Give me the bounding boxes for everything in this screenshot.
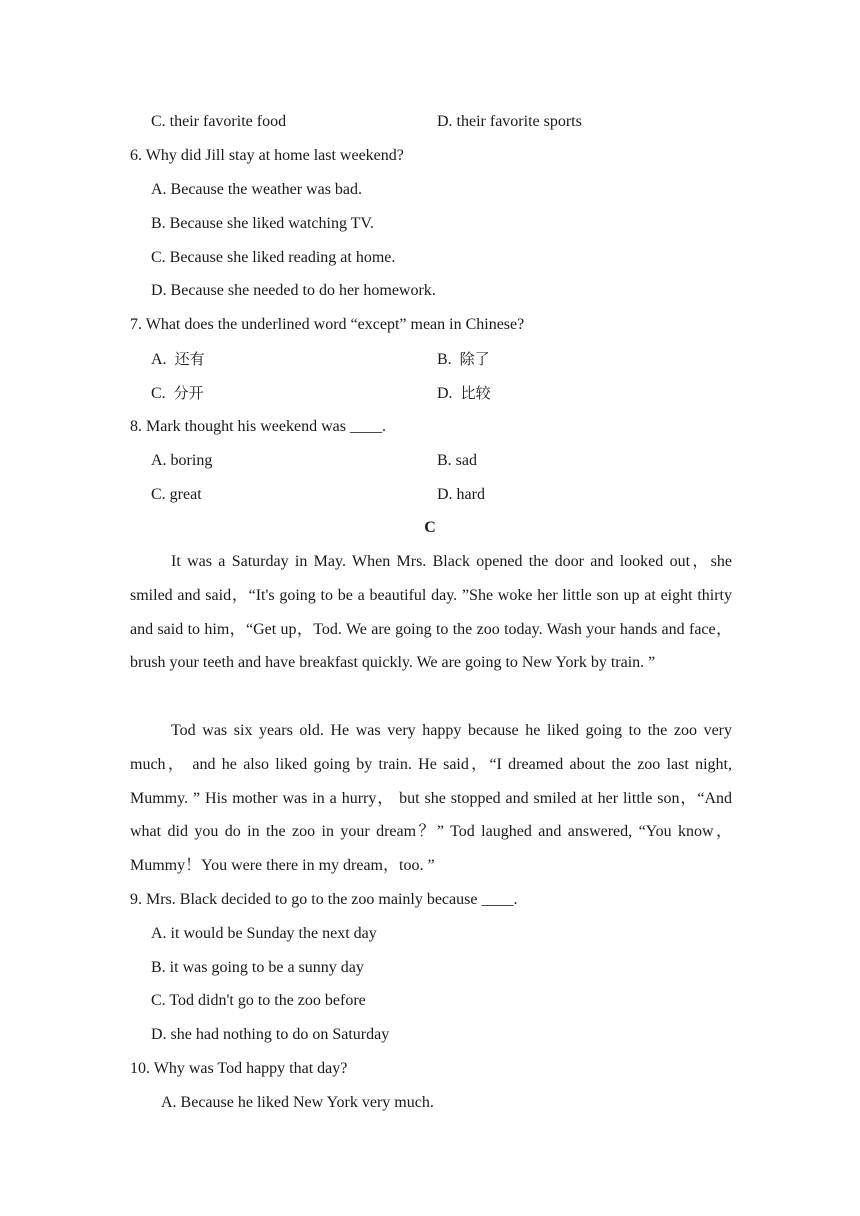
q9-question: 9. Mrs. Black decided to go to the zoo mainly because ____. (130, 891, 518, 908)
q7-question: 7. What does the underlined word “except” mean in Chinese? (130, 316, 525, 333)
q7-option-c: C. 分开 (151, 384, 204, 402)
q5-option-d: D. their favorite sports (437, 113, 582, 130)
q6-option-c: C. Because she liked reading at home. (151, 249, 396, 266)
q7-option-b: B. 除了 (437, 350, 490, 368)
q6-option-d: D. Because she needed to do her homework. (151, 282, 436, 299)
q10-question: 10. Why was Tod happy that day? (130, 1060, 348, 1077)
q9-option-a: A. it would be Sunday the next day (151, 925, 377, 942)
q6-question: 6. Why did Jill stay at home last weekend? (130, 147, 404, 164)
q9-option-d: D. she had nothing to do on Saturday (151, 1026, 390, 1043)
q8-option-b: B. sad (437, 452, 477, 469)
section-heading: C (424, 519, 436, 536)
q10-option-a: A. Because he liked New York very much. (161, 1094, 434, 1111)
q8-option-d: D. hard (437, 486, 485, 503)
q8-option-a: A. boring (151, 452, 213, 469)
q7-option-d: D. 比较 (437, 384, 491, 402)
passage-paragraph-2: Tod was six years old. He was very happy because he liked going to the zoo very much， and he also liked going by train. He said，“I dreamed about the zoo last night, Mummy. ” His mother was in a hurry， but she stopped and smiled at her little son，“And what did you do in the zoo in your dream？” Tod laughed and answered, “You know，Mummy！You were there in my dream，too. ” (130, 722, 733, 875)
q5-option-c: C. their favorite food (151, 113, 287, 130)
q6-option-a: A. Because the weather was bad. (151, 181, 363, 198)
q8-question: 8. Mark thought his weekend was ____. (130, 418, 386, 435)
q9-option-c: C. Tod didn't go to the zoo before (151, 992, 366, 1009)
q8-option-c: C. great (151, 486, 202, 503)
q7-option-a: A. 还有 (151, 350, 205, 368)
passage-paragraph-1: It was a Saturday in May. When Mrs. Black opened the door and looked out，she smiled and said，“It's going to be a beautiful day. ”She woke her little son up at eight thirty and said to him，“Get up，Tod. We are going to the zoo today. Wash your hands and face， brush your teeth and have breakfast quickly. We are going to New York by train. ” (130, 553, 732, 672)
q6-option-b: B. Because she liked watching TV. (151, 215, 374, 232)
q9-option-b: B. it was going to be a sunny day (151, 959, 364, 976)
